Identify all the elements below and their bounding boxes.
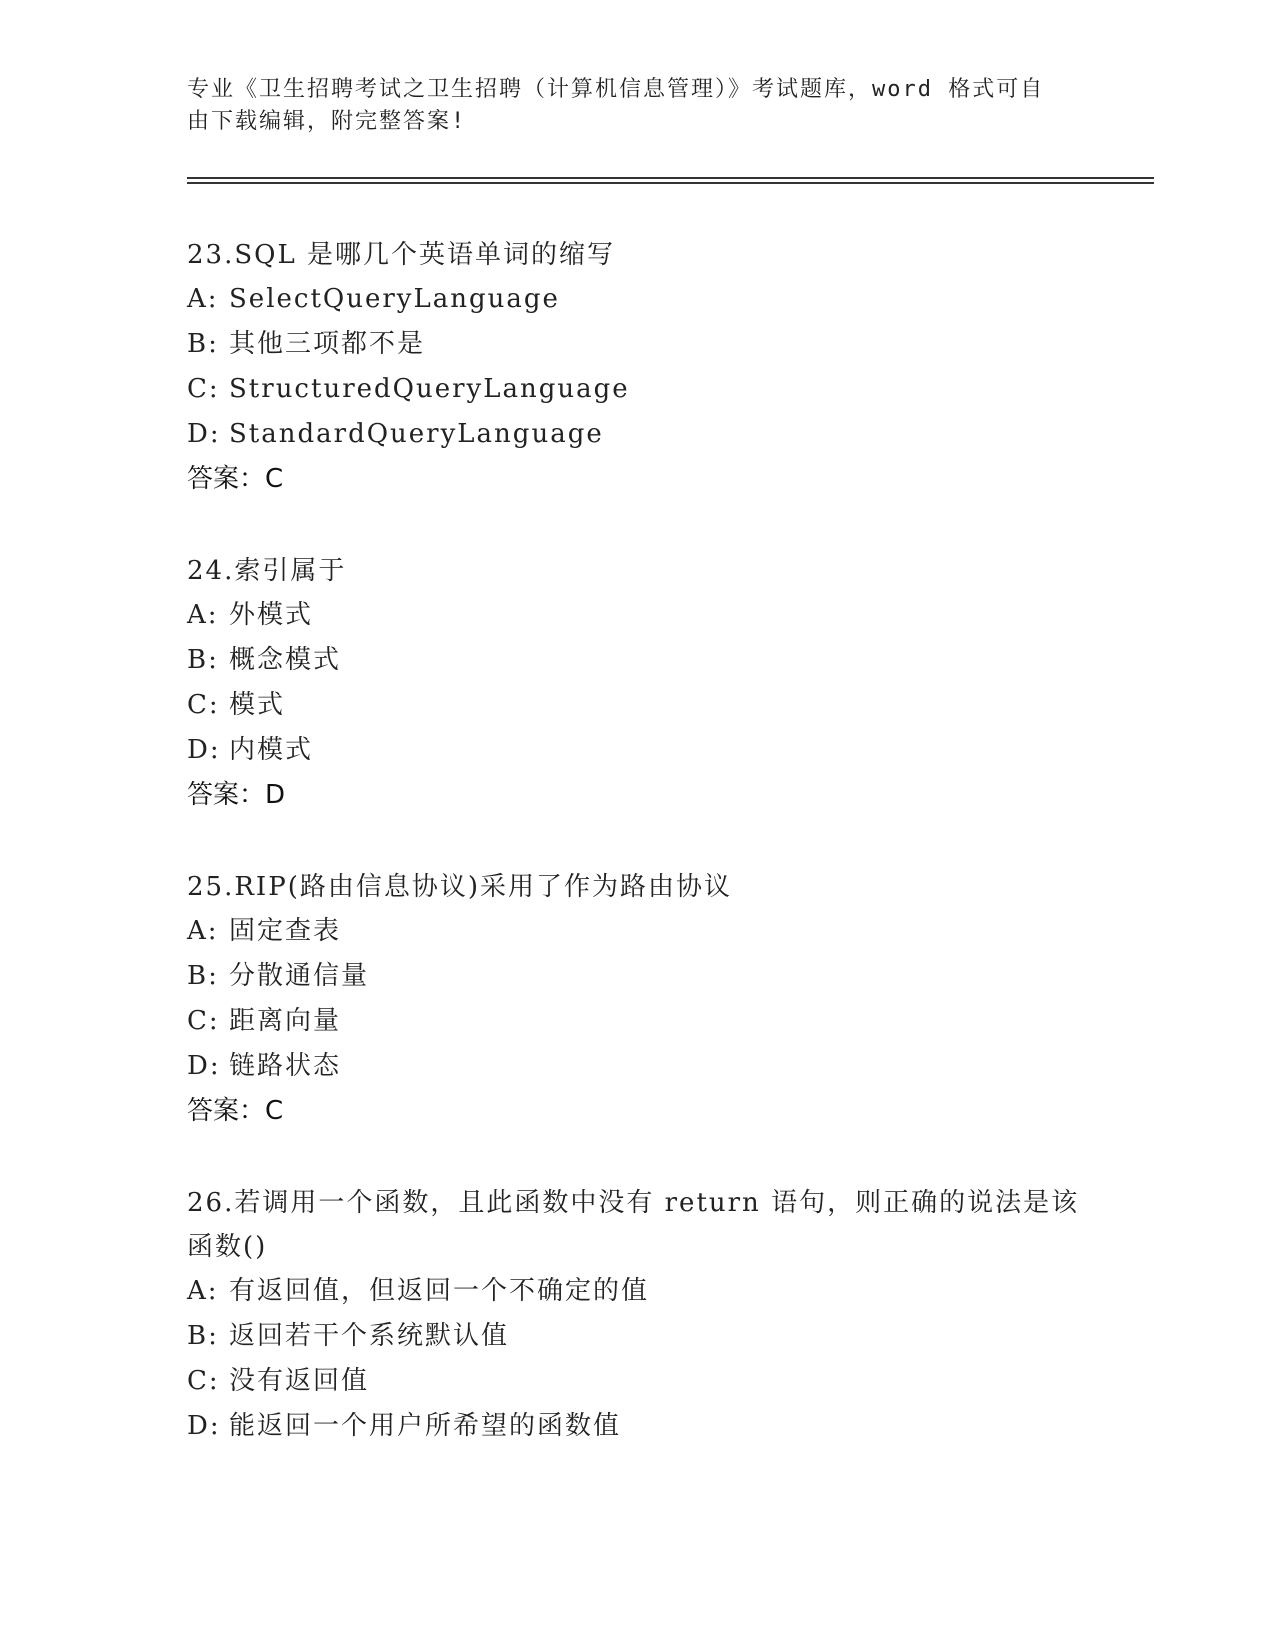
option-text: 链路状态 (229, 1051, 342, 1081)
option-text: 返回若干个系统默认值 (229, 1321, 510, 1351)
option-text: StructuredQueryLanguage (229, 374, 630, 404)
question-26 (187, 1181, 1087, 1449)
option-key: D: (187, 419, 221, 449)
option-d (187, 412, 1087, 457)
option-key: A: (187, 1276, 219, 1306)
option-a (187, 593, 1087, 638)
option-text: 外模式 (229, 600, 314, 630)
option-text: 有返回值，但返回一个不确定的值 (229, 1276, 650, 1306)
answer-line: 答案：D (187, 780, 286, 810)
question-list (187, 233, 1087, 1497)
option-c (187, 999, 1087, 1044)
option-key: D: (187, 1051, 221, 1081)
question-stem (187, 549, 1087, 593)
question-number: 24. (187, 556, 235, 586)
answer-line: 答案：C (187, 464, 284, 494)
option-key: A: (187, 916, 219, 946)
option-key: A: (187, 284, 219, 314)
question-stem (187, 1181, 1087, 1269)
option-key: B: (187, 961, 219, 991)
option-text: 内模式 (229, 735, 314, 765)
document-intro: 专业《卫生招聘考试之卫生招聘（计算机信息管理）》考试题库，word 格式可自由下载编辑，附完整答案! (187, 77, 1045, 134)
option-key: C: (187, 1366, 220, 1396)
option-a (187, 909, 1087, 954)
option-text: 距离向量 (229, 1006, 342, 1036)
option-b (187, 322, 1087, 367)
option-text: 没有返回值 (229, 1366, 370, 1396)
question-text: RIP(路由信息协议)采用了作为路由协议 (234, 872, 732, 902)
option-key: B: (187, 329, 219, 359)
option-key: A: (187, 600, 219, 630)
option-text: 能返回一个用户所希望的函数值 (229, 1411, 622, 1441)
option-c (187, 367, 1087, 412)
option-key: D: (187, 1411, 221, 1441)
option-text: 概念模式 (229, 645, 342, 675)
question-text: SQL 是哪几个英语单词的缩写 (234, 240, 616, 270)
option-text: 其他三项都不是 (229, 329, 426, 359)
question-stem (187, 865, 1087, 909)
option-c (187, 683, 1087, 728)
option-key: C: (187, 690, 220, 720)
option-text: 模式 (229, 690, 286, 720)
option-d (187, 1404, 1087, 1449)
option-key: B: (187, 645, 219, 675)
option-d (187, 1044, 1087, 1089)
option-text: StandardQueryLanguage (229, 419, 604, 449)
option-key: C: (187, 374, 220, 404)
option-key: B: (187, 1321, 219, 1351)
option-b (187, 1314, 1087, 1359)
option-a (187, 1269, 1087, 1314)
question-number: 25. (187, 872, 235, 902)
header-divider-bottom (187, 182, 1154, 184)
answer-line: 答案：C (187, 1096, 284, 1126)
header-divider-top (187, 177, 1154, 179)
question-24 (187, 549, 1087, 817)
question-text: 若调用一个函数，且此函数中没有 return 语句，则正确的说法是该函数() (187, 1188, 1080, 1262)
question-25 (187, 865, 1087, 1133)
option-b (187, 638, 1087, 683)
question-text: 索引属于 (234, 556, 347, 586)
option-text: 分散通信量 (229, 961, 370, 991)
option-b (187, 954, 1087, 999)
question-number: 23. (187, 240, 235, 270)
option-text: SelectQueryLanguage (229, 284, 560, 314)
option-key: C: (187, 1006, 220, 1036)
question-stem (187, 233, 1087, 277)
option-key: D: (187, 735, 221, 765)
question-number: 26. (187, 1188, 235, 1218)
option-text: 固定查表 (229, 916, 342, 946)
option-a (187, 277, 1087, 322)
question-23 (187, 233, 1087, 501)
option-c (187, 1359, 1087, 1404)
option-d (187, 728, 1087, 773)
